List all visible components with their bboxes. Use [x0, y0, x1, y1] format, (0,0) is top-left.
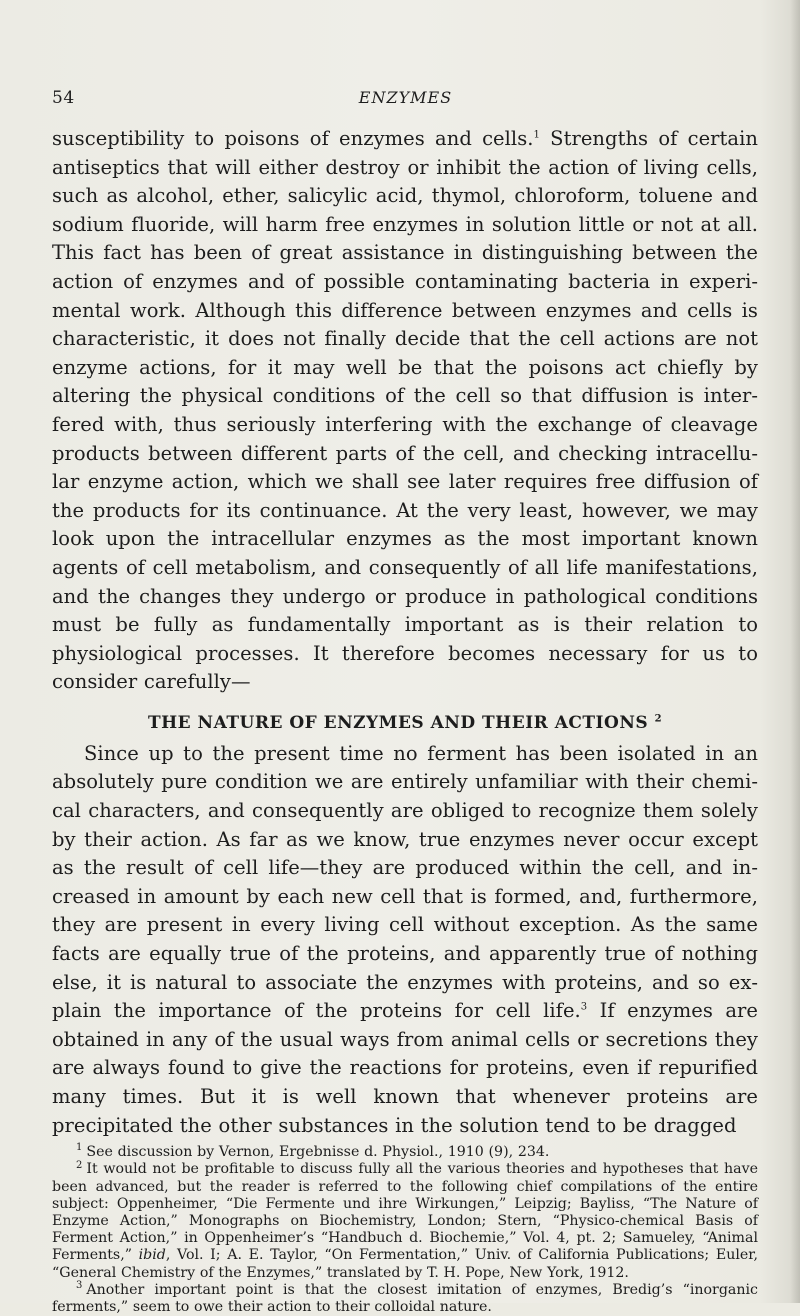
page-body: [52, 125, 758, 1316]
footnote-number: 3: [76, 1280, 83, 1292]
paragraph-susceptibility: [52, 125, 758, 697]
paragraph-text: If enzymes are obtained in any of the usual ways from animal cells or secretions they are always found to give the reactions for proteins, even if repurified many times. But it is well known that whenever proteins are precipitated the other substances in the solution tend to be dragged: [52, 999, 758, 1137]
section-heading-text: THE NATURE OF ENZYMES AND THEIR ACTIONS: [147, 712, 649, 733]
paragraph-text: Strengths of certain antiseptics that will either destroy or inhibit the action of living cells, such as alcohol, ether, salicylic acid, thymol, chloroform, toluene and sodium fluoride, will harm free enzymes in solution little or not at all. This fact has been of great assistance in distinguishing between the action of enzymes and of possible contaminating bacteria in experimental work. Although this difference between enzymes and cells is characteristic, it does not finally decide that the cell actions are not enzyme actions, for it may well be that the poisons act chiefly by altering the physical conditions of the cell so that diffusion is interfered with, thus seriously interfering with the exchange of cleavage products between different parts of the cell, and checking intracellular enzyme action, which we shall see later requires free diffusion of the products for its continuance. At the very least, however, we may look upon the intracellular enzymes as the most important known agents of cell metabolism, and consequently of all life manifestations, and the changes they undergo or produce in pathological conditions must be fully as fundamentally important as is their relation to physiological processes. It therefore becomes necessary for us to consider carefully—: [52, 127, 758, 694]
page-edge-shadow: [790, 0, 800, 1303]
footnote-3: [52, 1282, 758, 1316]
running-head: ENZYMES: [358, 88, 453, 107]
footnote-2: [52, 1161, 758, 1281]
footnote-ibid: ibid: [138, 1247, 166, 1264]
footnote-1: [52, 1144, 758, 1161]
footnote-text: See discussion by Vernon, Ergebnisse d. Physiol., 1910 (9), 234.: [86, 1144, 550, 1161]
footnote-ref-3: 3: [580, 1001, 588, 1013]
footnote-text: Another important point is that the closest imitation of enzymes, Bredig’s “inorganic ferments,” seem to owe their action to their colloidal nature.: [52, 1281, 758, 1316]
page-number: 54: [52, 88, 75, 108]
page-header: [52, 88, 759, 114]
paragraph-nature-of-enzymes: [52, 740, 758, 1140]
paragraph-text: Since up to the present time no ferment has been isolated in an absolutely pure condition we are entirely unfamiliar with their chemical characters, and consequently are obliged to recognize them solely by their action. As far as we know, true enzymes never occur except as the result of cell life—they are produced within the cell, and increased in amount by each new cell that is formed, and, furthermore, they are present in every living cell without exception. As the same facts are equally true of the proteins, and apparently true of nothing else, it is natural to associate the enzymes with proteins, and so explain the importance of the proteins for cell life.: [52, 741, 758, 1023]
footnote-ref-2: 2: [654, 713, 663, 725]
footnote-number: 2: [76, 1159, 83, 1171]
footnote-text: It would not be profitable to discuss fully all the various theories and hypotheses that have been advanced, but the reader is referred to the following chief compilations of the entire subject: Oppenheimer, “Die Fermente und ihre Wirkungen,” Leipzig; Bayliss, “The Nature of Enzyme Action,” Monographs on Biochemistry, London; Stern, “Physico-chemical Basis of Ferment Action,” in Oppenheimer’s “Handbuch d. Biochemie,” Vol. 4, pt. 2; Samueley, “Animal Ferments,”: [52, 1161, 758, 1264]
footnote-number: 1: [76, 1142, 83, 1154]
footnote-text: , Vol. I; A. E. Taylor, “On Fermentation,” Univ. of California Publications; Euler, “General Chemistry of the Enzymes,” translated by T. H. Pope, New York, 1912.: [52, 1247, 758, 1281]
footnotes: [52, 1144, 758, 1316]
section-heading: [52, 711, 758, 735]
paragraph-text: susceptibility to poisons of enzymes and cells.: [52, 127, 534, 150]
footnote-ref-1: 1: [533, 129, 540, 141]
